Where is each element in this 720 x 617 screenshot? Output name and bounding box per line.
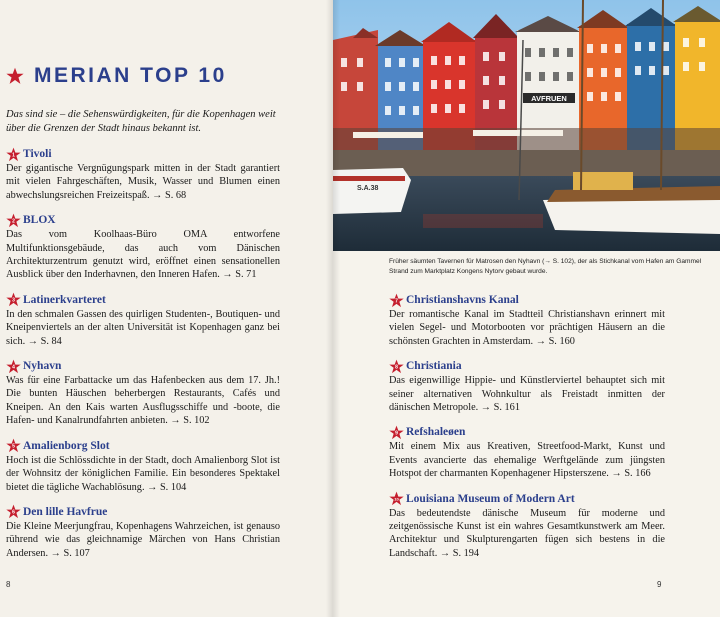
list-item	[6, 358, 280, 428]
entry-title: Christianshavns Kanal	[406, 294, 519, 306]
list-item	[389, 424, 665, 480]
boat-sign: S.A.38	[357, 185, 379, 192]
numbered-star-icon	[389, 425, 404, 440]
top10-list-right	[389, 292, 665, 570]
nyhavn-photo	[333, 0, 720, 251]
svg-text:8: 8	[395, 364, 398, 371]
numbered-star-icon	[6, 359, 21, 374]
entry-text: Das bedeutendste dänische Museum für moderne und zeitgenössische Kunst ist ein wahres Gesamtkunstwerk am Meer. Architektur und Skulpturengarten fügen sich bestens in die Landschaft. → S. 194	[389, 507, 665, 559]
entry-title: Amalienborg Slot	[23, 439, 110, 452]
numbered-star-icon	[6, 504, 21, 519]
shop-sign: AVFRUEN	[531, 94, 567, 103]
entry-title: Den lille Havfrue	[23, 505, 108, 518]
entry-text: Das eigenwillige Hippie- und Künstlerviertel behauptet sich mit seiner alternativen Wohnkultur als Freistadt inmitten der dänischen Metropole. → S. 161	[389, 375, 665, 414]
photo-caption: Früher säumten Tavernen für Matrosen den Nyhavn (→ S. 102), der als Stichkanal vom Hafen am Gammel Strand zum Marktplatz Kongens Nytorv gebaut wurde.	[389, 258, 702, 275]
entry-title: Refshaleøen	[406, 426, 466, 439]
svg-text:10: 10	[394, 496, 399, 502]
list-item	[389, 358, 665, 414]
svg-text:6: 6	[12, 510, 15, 517]
svg-text:7: 7	[395, 298, 398, 305]
list-item	[6, 504, 280, 560]
entry-title: Latinerkvarteret	[23, 293, 106, 306]
numbered-star-icon	[389, 293, 404, 308]
page-number-right: 9	[657, 580, 662, 589]
numbered-star-icon	[389, 491, 404, 506]
numbered-star-icon	[389, 359, 404, 374]
svg-text:5: 5	[12, 443, 15, 450]
star-icon	[6, 67, 24, 85]
entry-text: Was für eine Farbattacke um das Hafenbecken aus dem 17. Jh.! Die bunten Häuschen beherbergen Restaurants, Cafés und Kneipen. An den Kais warten Ausflugsschiffe und -boote, die Hafen- und Kanalrundfahrten anbieten. → S. 102	[6, 375, 280, 427]
entry-text: Mit einem Mix aus Kreativen, Streetfood-Markt, Kunst und Events avancierte das ehemalige Werftgelände zum jüngsten Hotspot der charmanten Kopenhagener Hipsterszene. → S. 166	[389, 441, 665, 480]
list-item	[6, 146, 280, 202]
page-number-left: 8	[6, 580, 11, 589]
entry-text: Der gigantische Vergnügungspark mitten in der Stadt garantiert mit vielen Fahrgeschäften, Musik, Wasser und Blumen einen abwechslungsreichen Freizeitspaß. → S. 68	[6, 163, 280, 201]
entry-title: BLOX	[23, 214, 56, 227]
list-item	[389, 292, 665, 348]
numbered-star-icon	[6, 292, 21, 307]
book-gutter	[326, 0, 340, 617]
list-item	[389, 491, 665, 561]
entry-text: Die Kleine Meerjungfrau, Kopenhagens Wahrzeichen, ist genauso rührend wie das gleichnamige Märchen von Hans Christian Andersen. → S. 107	[6, 520, 280, 559]
svg-text:1: 1	[12, 152, 15, 159]
entry-title: Nyhavn	[23, 360, 62, 373]
list-item	[6, 212, 280, 282]
entry-text: In den schmalen Gassen des quirligen Studenten-, Boutiquen- und Kneipenviertels an der alten Universität ist Kopenhagen ganz bei sich. → S. 84	[6, 308, 280, 347]
entry-text: Das vom Koolhaas-Büro OMA entworfene Multifunktionsgebäude, das auch vom Dänischen Architekturzentrum genutzt wird, eröffnet einen sensationellen Ausblick über den Inderhavnen, den Inneren Hafen. → S. 71	[6, 229, 280, 281]
numbered-star-icon	[6, 147, 21, 162]
svg-text:2: 2	[12, 218, 15, 225]
numbered-star-icon	[6, 438, 21, 453]
numbered-star-icon	[6, 213, 21, 228]
intro-text: Das sind sie – die Sehenswürdigkeiten, für die Kopenhagen weit über die Grenzen der Stadt hinaus bekannt ist.	[6, 109, 276, 134]
entry-text: Der romantische Kanal im Stadtteil Christianshavn erinnert mit vielen Segel- und Motorbooten vor prächtigen Häusern an die schönsten Grachten in Amsterdam. → S. 160	[389, 309, 665, 347]
section-header	[6, 64, 227, 88]
entry-title: Christiania	[406, 360, 462, 373]
entry-title: Louisiana Museum of Modern Art	[406, 492, 575, 505]
svg-text:9: 9	[395, 430, 398, 437]
page-title: MERIAN TOP 10	[34, 64, 227, 87]
left-page	[0, 0, 333, 617]
list-item	[6, 292, 280, 348]
entry-title: Tivoli	[23, 148, 52, 160]
right-page	[333, 0, 720, 617]
list-item	[6, 438, 280, 494]
entry-text: Hoch ist die Schlössdichte in der Stadt, doch Amalienborg Slot ist der Wohnsitz der königlichen Familie. Ein besonderes Spektakel bietet die tägliche Wachablösung. → S. 104	[6, 454, 280, 493]
svg-text:3: 3	[12, 298, 15, 305]
top10-list-left	[6, 146, 280, 570]
svg-text:4: 4	[12, 364, 15, 371]
